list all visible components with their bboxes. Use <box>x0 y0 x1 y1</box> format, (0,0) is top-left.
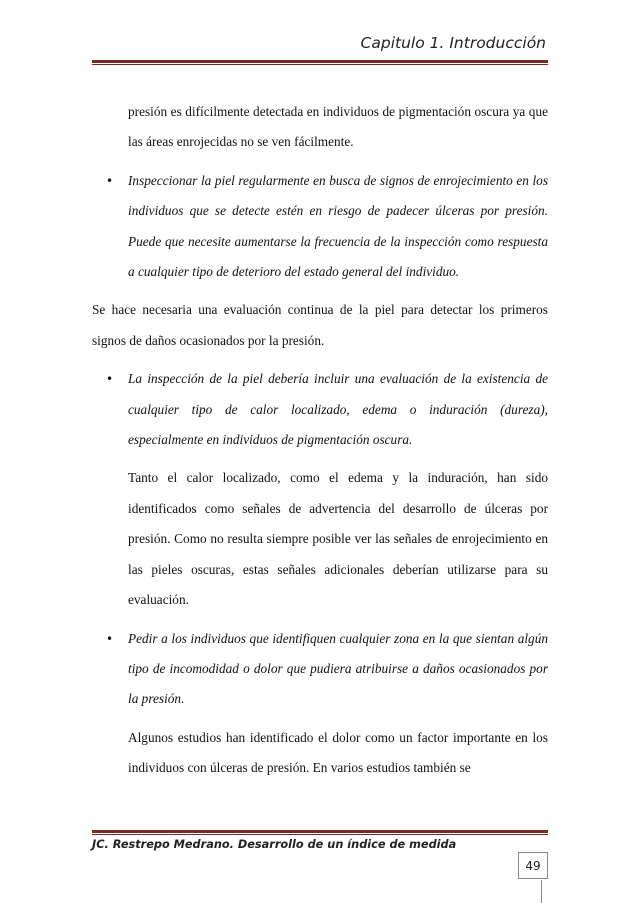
bullet-icon: • <box>106 631 114 646</box>
bullet-text: Pedir a los individuos que identifiquen cualquier zona en la que sientan algún tipo de incomodidad o dolor que pudiera atribuirse a daños ocasionados por la presión. <box>128 630 548 707</box>
bullet-text: Inspeccionar la piel regularmente en busca de signos de enrojecimiento en los individuos que se detecte estén en riesgo de padecer úlceras por presión. Puede que necesite aumentarse la frecuencia de la inspección como respuesta a cualquier tipo de deterioro del estado general del individuo. <box>128 172 548 280</box>
continued-paragraph: presión es difícilmente detectada en individuos de pigmentación oscura ya que las áreas enrojecidas no se ven fácilmente. <box>128 104 548 150</box>
chapter-header: Capitulo 1. Introducción <box>360 34 546 52</box>
bullet-list-2 <box>92 364 548 455</box>
page-number-tick <box>541 880 542 903</box>
bullet-text: La inspección de la piel debería incluir una evaluación de la existencia de cualquier tipo de calor localizado, edema o induración (dureza), especialmente en individuos de pigmentación oscura. <box>128 371 548 448</box>
paragraph-continuous-evaluation: Se hace necesaria una evaluación continua de la piel para detectar los primeros signos de daños ocasionados por la presión. <box>92 302 548 348</box>
bullet-item-skin-inspection <box>92 364 548 455</box>
footer-rule-thin <box>92 834 548 835</box>
bullet-item-ask-individuals <box>92 624 548 715</box>
bullet-list-1 <box>92 166 548 288</box>
paragraph-localized-heat: Tanto el calor localizado, como el edema y la induración, han sido identificados como señales de advertencia del desarrollo de úlceras por presión. Como no resulta siempre posible ver las señales de enrojecimiento en las pieles oscuras, estas señales adicionales deberían utilizarse para su evaluación. <box>128 470 548 608</box>
bullet-icon: • <box>106 173 114 188</box>
header-rule-thin <box>92 64 548 65</box>
footer-author-title: JC. Restrepo Medrano. Desarrollo de un índice de medida <box>92 838 457 851</box>
bullet-item-inspect-skin <box>92 166 548 288</box>
page-number: 49 <box>518 852 548 879</box>
footer-rule-thick <box>92 830 548 833</box>
bullet-list-3 <box>92 624 548 715</box>
body-text <box>92 97 548 784</box>
bullet-icon: • <box>106 372 114 387</box>
paragraph-pain-studies: Algunos estudios han identificado el dolor como un factor importante en los individuos con úlceras de presión. En varios estudios también se <box>128 729 548 776</box>
header-rule-thick <box>92 60 548 63</box>
